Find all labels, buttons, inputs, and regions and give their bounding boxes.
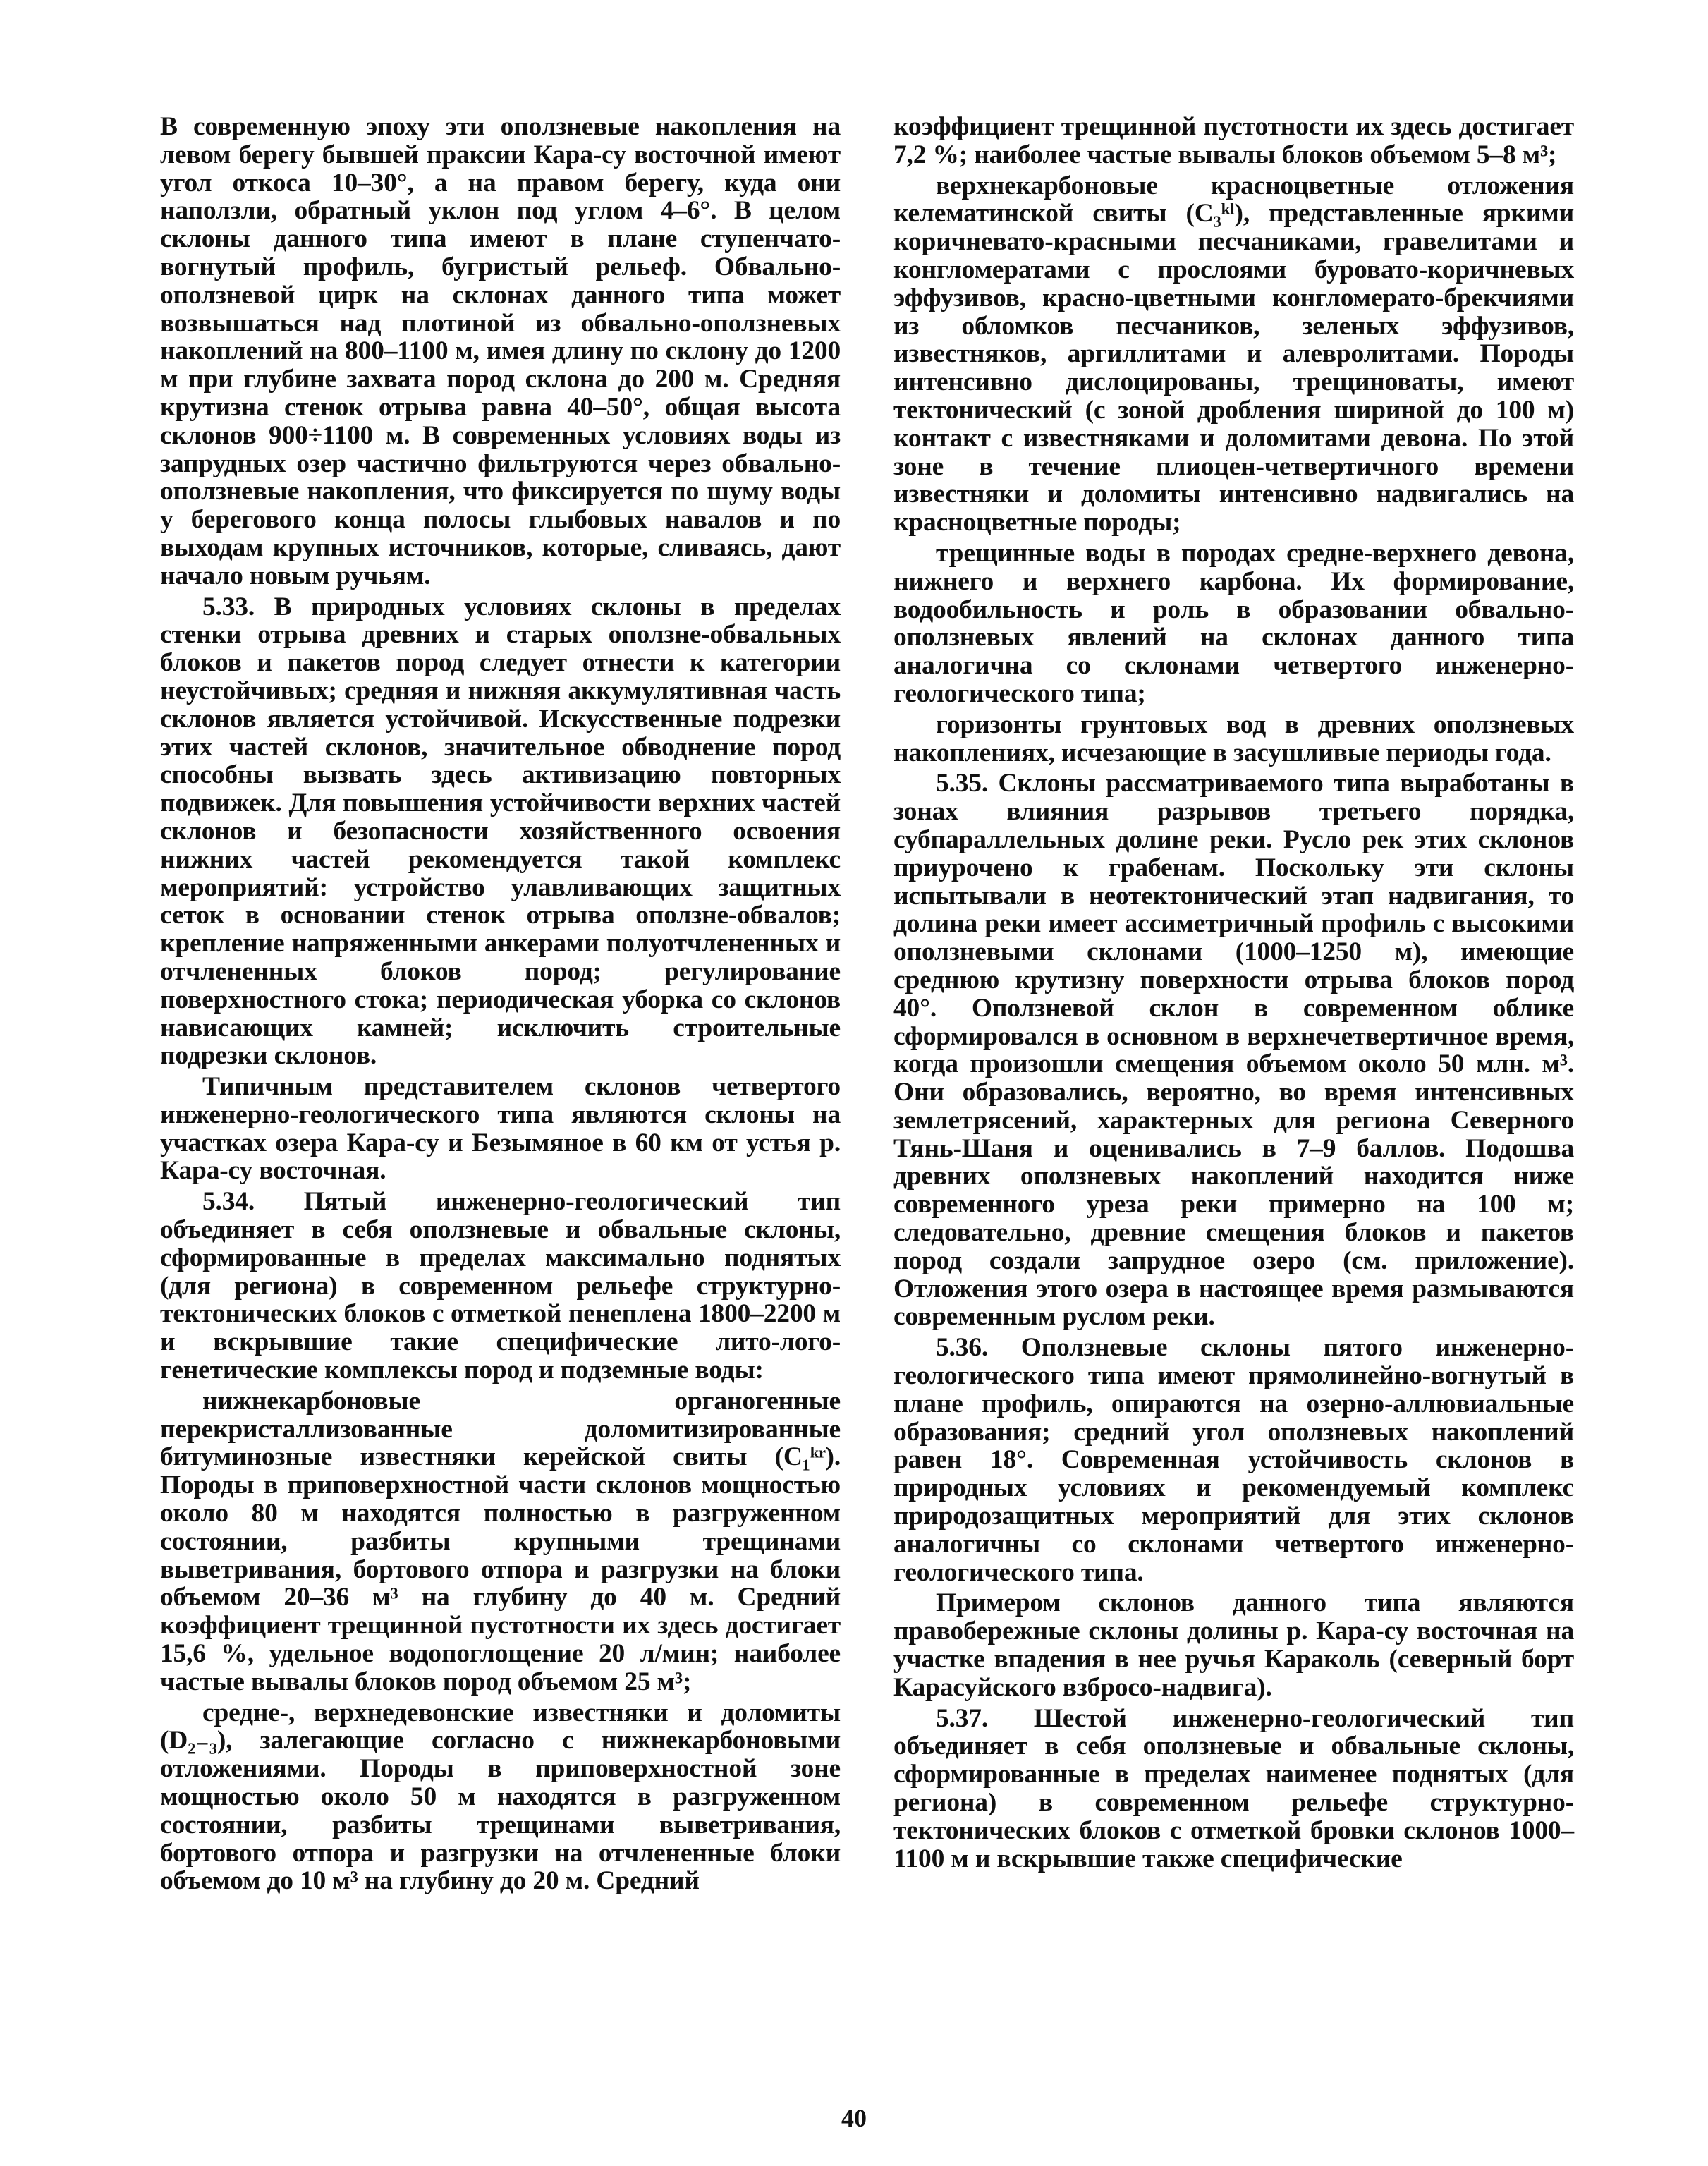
right-column <box>893 113 1574 1875</box>
paragraph: нижнекарбоновые органогенные перекристаллизованные доломитизированные битуминозные известняки керейской свиты (C₁ᵏʳ). Породы в приповерхностной части склонов мощностью около 80 м находятся полностью в разгруженном состоянии, разбиты крупными трещинами выветривания, бортового отпора и разгрузки на блоки объемом 20–36 м³ на глубину до 40 м. Средний коэффициент трещинной пустотности их здесь достигает 15,6 %, удельное водопоглощение 20 л/мин; наиболее частые вывалы блоков пород объемом 25 м³; <box>160 1386 841 1696</box>
paragraph: 5.36. Оползневые склоны пятого инженерно-геологического типа имеют прямолинейно-вогнутый в плане профиль, опираются на озерно-аллювиальные образования; средний угол оползневых накоплений равен 18°. Современная устойчивость склонов в природных условиях и рекомендуемый комплекс природозащитных мероприятий для этих склонов аналогичны со склонами четвертого инженерно-геологического типа. <box>893 1333 1574 1587</box>
paragraph: 5.33. В природных условиях склоны в пределах стенки отрыва древних и старых оползне-обвальных блоков и пакетов пород следует отнести к категории неустойчивых; средняя и нижняя аккумулятивная часть склонов является устойчивой. Искусственные подрезки этих частей склонов, значительное обводнение пород способны вызвать здесь активизацию повторных подвижек. Для повышения устойчивости верхних частей склонов и безопасности хозяйственного освоения нижних частей рекомендуется такой комплекс мероприятий: устройство улавливающих защитных сеток в основании стенок отрыва оползне-обвалов; крепление напряженными анкерами полуотчлененных и отчлененных блоков пород; регулирование поверхностного стока; периодическая уборка со склонов нависающих камней; исключить строительные подрезки склонов. <box>160 592 841 1071</box>
paragraph: коэффициент трещинной пустотности их здесь достигает 7,2 %; наиболее частые вывалы блоков объемом 5–8 м³; <box>893 112 1574 169</box>
page-number: 40 <box>841 2104 867 2132</box>
paragraph: 5.34. Пятый инженерно-геологический тип объединяет в себя оползневые и обвальные склоны, сформированные в пределах максимально поднятых (для региона) в современном рельефе структурно-тектонических блоков с отметкой пенеплена 1800–2200 м и вскрывшие такие специфические лито-лого-генетические комплексы пород и подземные воды: <box>160 1187 841 1385</box>
paragraph: В современную эпоху эти оползневые накопления на левом берегу бывшей праксии Кара-су восточной имеют угол откоса 10–30°, а на правом берегу, куда они наползли, обратный уклон под углом 4–6°. В целом склоны данного типа имеют в плане ступенчато-вогнутый профиль, бугристый рельеф. Обвально-оползневой цирк на склонах данного типа может возвышаться над плотиной из обвально-оползневых накоплений на 800–1100 м, имея длину по склону до 1200 м при глубине захвата пород склона до 200 м. Средняя крутизна стенок отрыва равна 40–50°, общая высота склонов 900÷1100 м. В современных условиях воды из запрудных озер частично фильтруются через обвально-оползневые накопления, что фиксируется по шуму воды у берегового конца полосы глыбовых навалов и по выходам крупных источников, которые, сливаясь, дают начало новым ручьям. <box>160 112 841 590</box>
paragraph: Типичным представителем склонов четвертого инженерно-геологического типа являются склоны на участках озера Кара-су и Безымяное в 60 км от устья р. Кара-су восточная. <box>160 1072 841 1186</box>
paragraph: горизонты грунтовых вод в древних оползневых накоплениях, исчезающие в засушливые периоды года. <box>893 710 1574 767</box>
paragraph: трещинные воды в породах средне-верхнего девона, нижнего и верхнего карбона. Их формирование, водообильность и роль в образовании обвально-оползневых явлений на склонах данного типа аналогична со склонами четвертого инженерно-геологического типа; <box>893 538 1574 708</box>
paragraph: Примером склонов данного типа являются правобережные склоны долины р. Кара-су восточная на участке впадения в нее ручья Караколь (северный борт Карасуйского взбросо-надвига). <box>893 1588 1574 1702</box>
left-column <box>160 113 841 1898</box>
paragraph: верхнекарбоновые красноцветные отложения келематинской свиты (C₃ᵏˡ), представленные яркими коричневато-красными песчаниками, гравелитами и конгломератами с прослоями буровато-коричневых эффузивов, красно-цветными конгломерато-брекчиями из обломков песчаников, зеленых эффузивов, известняков, аргиллитами и алевролитами. Породы интенсивно дислоцированы, трещиноваты, имеют тектонический (с зоной дробления шириной до 100 м) контакт с известняками и доломитами девона. По этой зоне в течение плиоцен-четвертичного времени известняки и доломиты интенсивно надвигались на красноцветные породы; <box>893 171 1574 537</box>
paragraph: средне-, верхнедевонские известняки и доломиты (D₂₋₃), залегающие согласно с нижнекарбоновыми отложениями. Породы в приповерхностной зоне мощностью около 50 м находятся в разгруженном состоянии, разбиты трещинами выветривания, бортового отпора и разгрузки на отчлененные блоки объемом до 10 м³ на глубину до 20 м. Средний <box>160 1698 841 1896</box>
paragraph: 5.35. Склоны рассматриваемого типа выработаны в зонах влияния разрывов третьего порядка, субпараллельных долине реки. Русло рек этих склонов приурочено к грабенам. Поскольку эти склоны испытывали в неотектонический этап надвигания, то долина реки имеет ассиметричный профиль с высокими оползневыми склонами (1000–1250 м), имеющие среднюю крутизну поверхности отрыва блоков пород 40°. Оползневой склон в современном облике сформировался в основном в верхнечетвертичное время, когда произошли смещения объемом около 50 млн. м³. Они образовались, вероятно, во время интенсивных землетрясений, характерных для региона Северного Тянь-Шаня и оценивались в 7–9 баллов. Подошва древних оползневых накоплений находится ниже современного уреза реки примерно на 100 м; следовательно, древние смещения блоков и пакетов пород создали запрудное озеро (см. приложение). Отложения этого озера в настоящее время размываются современным руслом реки. <box>893 769 1574 1332</box>
paragraph: 5.37. Шестой инженерно-геологический тип объединяет в себя оползневые и обвальные склоны, сформированные в пределах наименее поднятых (для региона) в современном рельефе структурно-тектонических блоков с отметкой бровки склонов 1000–1100 м и вскрывшие также специфические <box>893 1703 1574 1873</box>
